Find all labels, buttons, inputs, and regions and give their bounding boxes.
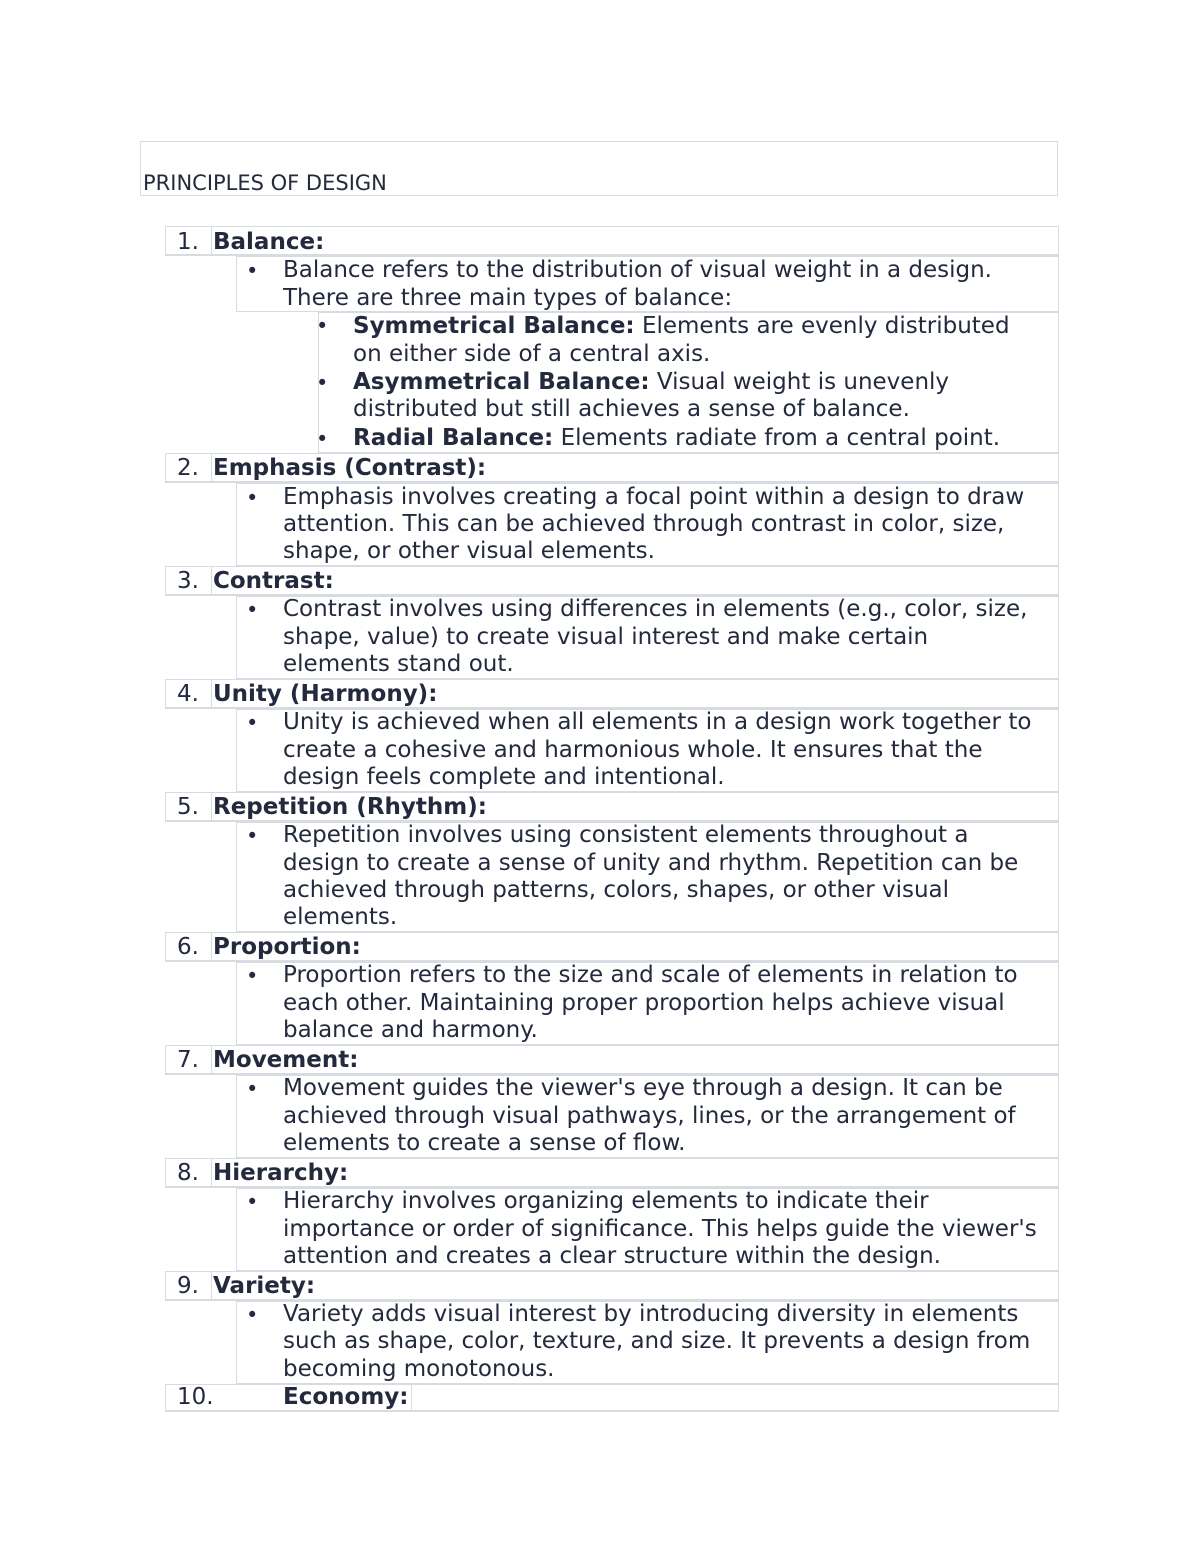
bullet-icon: • [246,824,259,848]
bullet-icon: • [316,371,329,395]
bullet-line: Movement guides the viewer's eye through a design. It can be [283,1075,1003,1101]
bullet-line: achieved through patterns, colors, shapes, or other visual [283,877,950,903]
sub-bullet-line: on either side of a central axis. [353,341,711,367]
section-heading: Proportion: [213,934,361,960]
sub-bullet-term: Radial Balance: [353,425,554,451]
bullet-line: elements. [283,904,398,930]
bullet-line: design to create a sense of unity and rhythm. Repetition can be [283,850,1019,876]
bullet-line: becoming monotonous. [283,1356,555,1382]
bullet-icon: • [246,1077,259,1101]
bullet-line: each other. Maintaining proper proportion helps achieve visual [283,990,1005,1016]
bullet-line: attention and creates a clear structure within the design. [283,1243,941,1269]
bullet-line: Balance refers to the distribution of visual weight in a design. [283,257,992,283]
section-heading: Movement: [213,1047,359,1073]
section-heading: Repetition (Rhythm): [213,794,487,820]
bullet-line: There are three main types of balance: [283,285,733,311]
bullet-line: design feels complete and intentional. [283,764,725,790]
section-heading: Unity (Harmony): [213,681,438,707]
bullet-icon: • [246,964,259,988]
bullet-line: create a cohesive and harmonious whole. It ensures that the [283,737,983,763]
section-number: 3. [177,568,199,594]
bullet-line: achieved through visual pathways, lines, or the arrangement of [283,1103,1016,1129]
bullet-line: elements stand out. [283,651,514,677]
section-number: 7. [177,1047,199,1073]
bullet-icon: • [246,598,259,622]
sub-bullet-line: distributed but still achieves a sense of balance. [353,396,910,422]
bullet-line: shape, value) to create visual interest and make certain [283,624,929,650]
section-heading: Balance: [213,229,325,255]
section-number: 4. [177,681,199,707]
sub-bullet-text: Elements are evenly distributed [641,313,1010,339]
bullet-icon: • [246,486,259,510]
bullet-line: attention. This can be achieved through contrast in color, size, [283,511,1005,537]
bullet-icon: • [246,259,259,283]
bullet-line: balance and harmony. [283,1017,538,1043]
section-heading: Contrast: [213,568,334,594]
bullet-line: Variety adds visual interest by introducing diversity in elements [283,1301,1019,1327]
section-number: 1. [177,229,199,255]
sub-bullet-term: Symmetrical Balance: [353,313,635,339]
bullet-line: Emphasis involves creating a focal point within a design to draw [283,484,1025,510]
section-number: 8. [177,1160,199,1186]
sub-bullet-text: Elements radiate from a central point. [560,425,1001,451]
bullet-line: Contrast involves using differences in elements (e.g., color, size, [283,596,1028,622]
bullet-icon: • [246,1303,259,1327]
bullet-line: importance or order of significance. This helps guide the viewer's [283,1216,1037,1242]
section-number: 10. [177,1384,214,1410]
bullet-icon: • [316,314,329,338]
bullet-line: Hierarchy involves organizing elements to indicate their [283,1188,929,1214]
page-title: PRINCIPLES OF DESIGN [143,171,387,195]
section-heading: Variety: [213,1273,316,1299]
sub-bullet-line [353,425,1000,453]
bullet-line: such as shape, color, texture, and size. It prevents a design from [283,1328,1031,1354]
bullet-icon: • [246,1190,259,1214]
sub-bullet-term: Asymmetrical Balance: [353,369,650,395]
bullet-line: shape, or other visual elements. [283,538,655,564]
bullet-icon: • [316,427,329,451]
bullet-line: Proportion refers to the size and scale of elements in relation to [283,962,1018,988]
bullet-line: Unity is achieved when all elements in a design work together to [283,709,1032,735]
title-box [140,141,1058,196]
sub-bullet-line [353,313,1010,341]
section-number: 5. [177,794,199,820]
section-heading: Emphasis (Contrast): [213,455,487,481]
bullet-line: elements to create a sense of flow. [283,1130,686,1156]
section-heading: Hierarchy: [213,1160,349,1186]
bullet-icon: • [246,711,259,735]
section-number: 6. [177,934,199,960]
section-number: 9. [177,1273,199,1299]
section-heading: Economy: [283,1384,409,1410]
sub-bullet-line [353,369,949,397]
section-number: 2. [177,455,199,481]
bullet-line: Repetition involves using consistent elements throughout a [283,822,969,848]
sub-bullet-text: Visual weight is unevenly [656,369,950,395]
